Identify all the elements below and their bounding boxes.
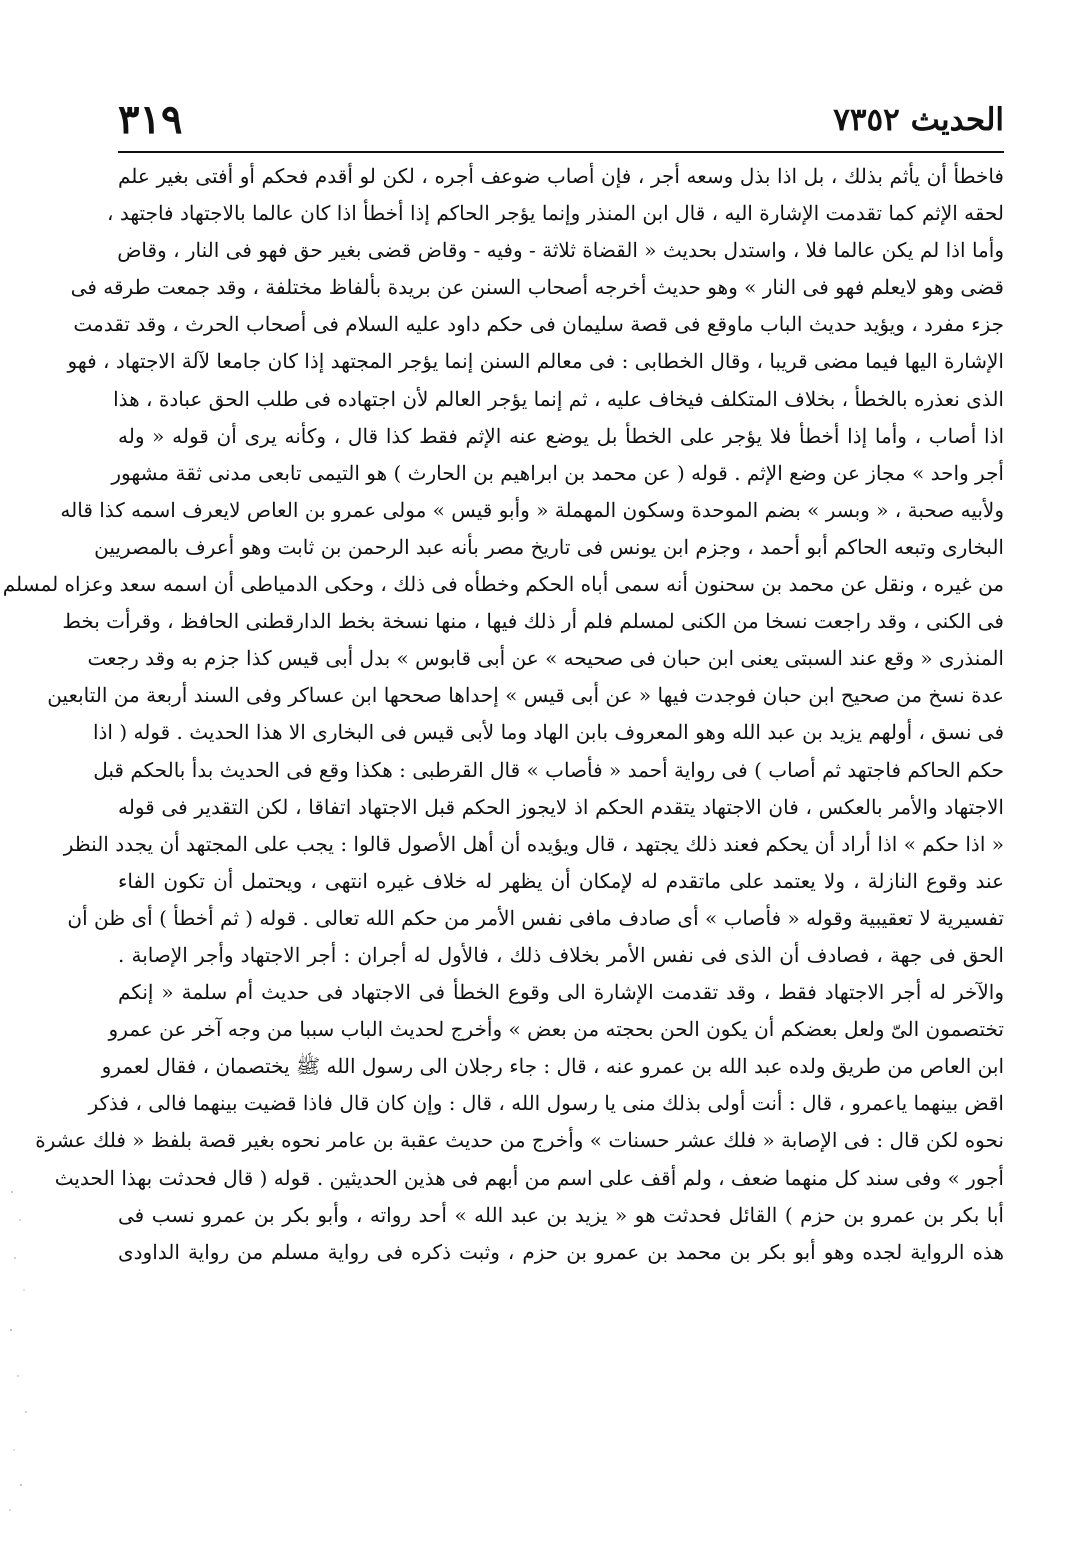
text-line-22: الحق فى جهة ، فصادف أن الذى فى نفس الأمر بخلاف ذلك ، فالأول له أجران : أجر الاجتهاد وأجر الإصابة . xyxy=(118,942,1004,967)
text-line-30: هذه الرواية لجده وهو أبو بكر بن محمد بن عمرو بن حزم ، وثبت ذكره فى رواية مسلم من رواية الداودى xyxy=(118,1239,1004,1264)
text-line-25: ابن العاص من طريق ولده عبد الله بن عمرو عنه ، قال : جاء رجلان الى رسول الله ﷺ يختصمان ، فقال لعمرو xyxy=(101,1054,1004,1079)
text-line-14: المنذرى « وقع عند السبتى يعنى ابن حبان فى صحيحه » عن أبى قابوس » بدل أبى قيس كذا جزم به وقد رجعت xyxy=(87,646,1004,671)
text-line-28: أجور » وفى سند كل منهما ضعف ، ولم أقف على اسم من أبهم فى هذين الحديثين . قوله ( قال فحدثت بهذا الحديث xyxy=(54,1165,1004,1190)
text-line-15: عدة نسخ من صحيح ابن حبان فوجدت فيها « عن أبى قيس » إحداها صححها ابن عساكر وفى السند أربعة من التابعين xyxy=(47,683,1004,708)
text-line-19: « اذا حكم » اذا أراد أن يحكم فعند ذلك يجتهد ، قال ويؤيده أن أهل الأصول قالوا : يجب على المجتهد أن يجدد النظر xyxy=(63,831,1004,856)
text-line-7: الذى نعذره بالخطأ ، بخلاف المتكلف فيخاف عليه ، ثم إنما يؤجر العالم لأن اجتهاده فى طلب الحق عبادة ، هذا xyxy=(113,386,1004,411)
text-line-3: وأما اذا لم يكن عالما فلا ، واستدل بحديث « القضاة ثلاثة - وفيه - وقاض قضى بغير حق فهو فى النار ، وقاض xyxy=(117,238,1004,263)
text-line-1: فاخطأ أن يأثم بذلك ، بل اذا بذل وسعه أجر ، فإن أصاب ضوعف أجره ، لكن لو أقدم فحكم أو أفتى بغير علم xyxy=(118,164,1004,188)
text-line-10: ولأبيه صحبة ، « وبسر » بضم الموحدة وسكون المهملة « وأبو قيس » مولى عمرو بن العاص لايعرف اسمه كذا قاله xyxy=(60,497,1004,522)
text-line-4: قضى وهو لايعلم فهو فى النار » وهو حديث أخرجه أصحاب السنن عن بريدة بألفاظ مختلفة ، وقد جمعت طرقه فى xyxy=(70,275,1004,300)
text-line-27: نحوه لكن قال : فى الإصابة « فلك عشر حسنات » وأخرج من حديث عقبة بن عامر نحوه بغير قصة بلفظ « فلك عشرة xyxy=(35,1128,1004,1153)
text-line-12: من غيره ، ونقل عن محمد بن سحنون أنه سمى أباه الحكم وخطأه فى ذلك ، وحكى الدمياطى أن اسمه سعد وعزاه لمسلم xyxy=(2,572,1004,597)
page-header xyxy=(118,96,1004,150)
text-line-29: أبا بكر بن عمرو بن حزم ) القائل فحدثت هو « يزيد بن عبد الله » أحد رواته ، وأبو بكر بن عمرو نسب فى xyxy=(118,1202,1004,1227)
text-line-17: حكم الحاكم فاجتهد ثم أصاب ) فى رواية أحمد « فأصاب » قال القرطبى : هكذا وقع فى الحديث بدأ بالحكم قبل xyxy=(93,757,1004,782)
text-line-16: فى نسق ، أولهم يزيد بن عبد الله وهو المعروف بابن الهاد وما لأبى قيس فى البخارى الا هذا الحديث . قوله ( اذا xyxy=(92,720,1004,745)
text-line-23: والآخر له أجر الاجتهاد فقط ، وقد تقدمت الإشارة الى وقوع الخطأ فى الاجتهاد فى حديث أم سلمة « إنكم xyxy=(118,980,1004,1005)
header-rule xyxy=(118,151,1004,153)
running-title: الحديث ٧٣٥٢ xyxy=(833,102,1004,138)
text-line-2: لحقه الإثم كما تقدمت الإشارة اليه ، قال ابن المنذر وإنما يؤجر الحاكم إذا أخطأ اذا كان عالما بالاجتهاد فاجتهد ، xyxy=(107,201,1004,226)
text-line-13: فى الكنى ، وقد راجعت نسخا من الكنى لمسلم فلم أر ذلك فيها ، منها نسخة بخط الدارقطنى الحافظ ، وقرأت بخط xyxy=(62,609,1004,634)
page-number: ٣١٩ xyxy=(118,96,183,143)
text-line-21: تفسيرية لا تعقيبية وقوله « فأصاب » أى صادف مافى نفس الأمر من حكم الله تعالى . قوله ( ثم أخطأ ) أى ظن أن xyxy=(67,905,1004,930)
text-line-20: عند وقوع النازلة ، ولا يعتمد على ماتقدم له لإمكان أن يظهر له خلاف غيره انتهى ، ويحتمل أن تكون الفاء xyxy=(118,868,1004,893)
text-line-5: جزء مفرد ، ويؤيد حديث الباب ماوقع فى قصة سليمان فى حكم داود عليه السلام فى أصحاب الحرث ، وقد تقدمت xyxy=(73,312,1004,337)
body-text xyxy=(2,158,1004,1271)
scan-margin-noise xyxy=(6,1180,32,1520)
text-line-18: الاجتهاد والأمر بالعكس ، فان الاجتهاد يتقدم الحكم اذ لايجوز الحكم قبل الاجتهاد اتفاقا ، لكن التقدير فى قوله xyxy=(118,794,1004,819)
text-line-26: اقض بينهما ياعمرو ، قال : أنت أولى بذلك منى يا رسول الله ، قال : وإن كان قال فاذا قضيت بينهما فالى ، فذكر xyxy=(88,1091,1004,1116)
text-line-8: اذا أصاب ، وأما إذا أخطأ فلا يؤجر على الخطأ بل يوضع عنه الإثم فقط كذا قال ، وكأنه يرى أن قوله « وله xyxy=(118,423,1004,448)
text-line-11: البخارى وتبعه الحاكم أبو أحمد ، وجزم ابن يونس فى تاريخ مصر بأنه عبد الرحمن بن ثابت وهو أعرف بالمصريين xyxy=(94,534,1004,559)
text-line-9: أجر واحد » مجاز عن وضع الإثم . قوله ( عن محمد بن ابراهيم بن الحارث ) هو التيمى تابعى مدنى ثقة مشهور xyxy=(111,460,1004,485)
text-line-24: تختصمون الىّ ولعل بعضكم أن يكون الحن بحجته من بعض » وأخرج لحديث الباب سببا من وجه آخر عن عمرو xyxy=(108,1017,1004,1042)
text-line-6: الإشارة اليها فيما مضى قريبا ، وقال الخطابى : فى معالم السنن إنما يؤجر المجتهد إذا كان جامعا لآلة الاجتهاد ، فهو xyxy=(67,349,1004,374)
